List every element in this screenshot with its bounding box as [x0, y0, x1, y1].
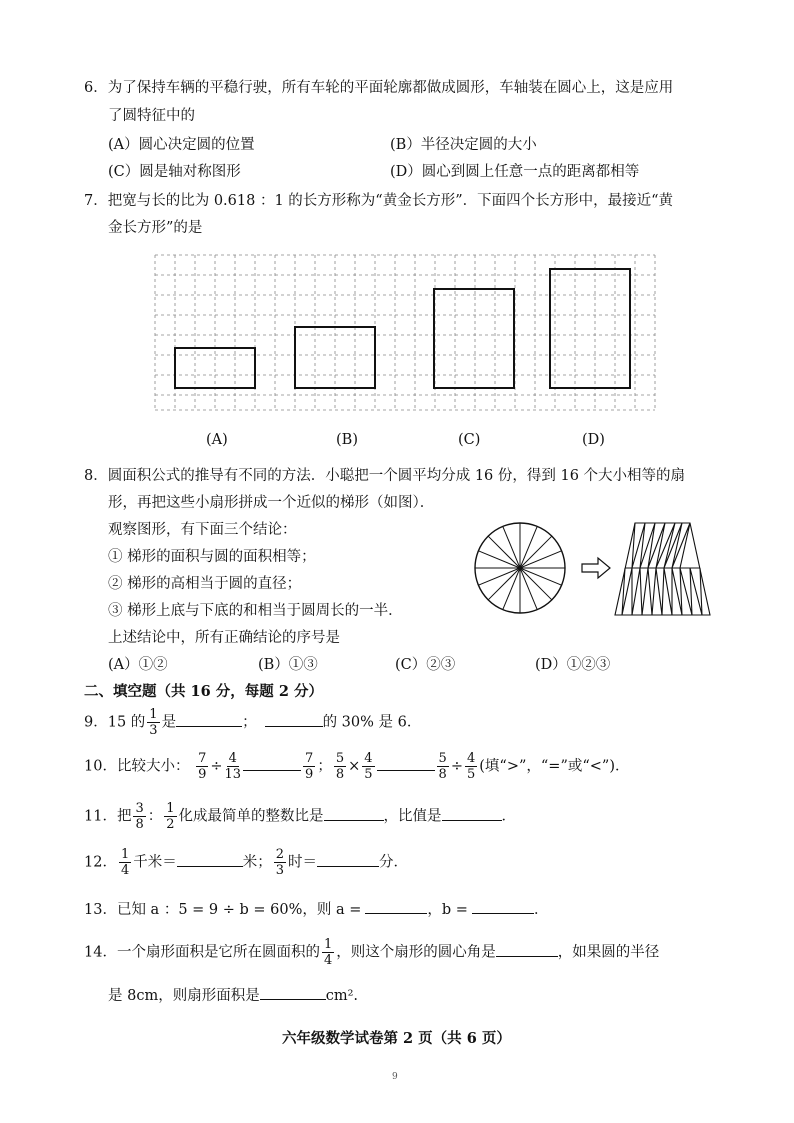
q10-frac-g-num: 4: [466, 751, 476, 766]
q10-frac-g-den: 5: [466, 767, 476, 782]
q10-frac-d-den: 8: [335, 767, 345, 782]
rectangle-grid-figure: [150, 250, 660, 415]
q10-semicolon: ；: [317, 758, 332, 775]
q7-line1: 7．把宽与长的比为 0.618 ：1 的长方形称为“黄金长方形”．下面四个长方形中，最接近“黄: [84, 193, 674, 209]
q10-frac-b: [225, 752, 242, 781]
q9-blank-2[interactable]: [265, 714, 323, 727]
q11-frac-a: [133, 802, 145, 831]
q10-frac-a-num: 7: [198, 751, 207, 766]
q10-mul: ×: [348, 758, 361, 775]
q13: [84, 898, 548, 919]
q9-prefix: 9．15 的: [84, 714, 146, 731]
q10-frac-c-num: 7: [305, 751, 314, 766]
q14-line2-text: 是 8cm，则扇形面积是: [108, 988, 260, 1004]
q10-blank-2[interactable]: [377, 758, 435, 771]
q8-option-b: (B）①③: [258, 657, 318, 673]
q6-line2: 了圆特征中的: [108, 108, 195, 124]
q9-frac-den: 3: [149, 723, 158, 738]
q10-frac-d-num: 5: [335, 751, 345, 766]
q12-text4: 分．: [379, 854, 409, 871]
q6-option-a: (A）圆心决定圆的位置: [108, 137, 255, 153]
q10-frac-e: [362, 752, 374, 781]
q12-frac-a-den: 4: [120, 863, 130, 878]
q11-blank-2[interactable]: [442, 808, 502, 821]
q13-text3: ．: [533, 902, 549, 918]
q14-text1: 14．一个扇形面积是它所在圆面积的: [84, 944, 320, 961]
q14-blank-1[interactable]: [496, 944, 558, 957]
q10-frac-f-den: 8: [438, 767, 447, 782]
q9-fraction: [147, 708, 159, 737]
q10-div2: ÷: [450, 758, 463, 775]
trapezoid-of-sectors: [615, 523, 710, 615]
q6-option-d: (D）圆心到圆上任意一点的距离都相等: [390, 164, 640, 180]
q10-frac-e-num: 4: [364, 751, 373, 766]
section-title: 二、填空题（共 16 分，每题 2 分）: [84, 683, 323, 700]
q8-line4: 上述结论中，所有正确结论的序号是: [108, 630, 340, 646]
rectangle-d: [550, 269, 630, 388]
label-b: (B): [336, 432, 358, 448]
label-c: (C): [458, 432, 481, 448]
page-footer: 六年级数学试卷第 2 页（共 6 页）: [282, 1030, 511, 1047]
q11-text1: 化成最简单的整数比是: [178, 808, 324, 825]
q11-frac-a-den: 8: [135, 817, 144, 832]
label-a: (A): [206, 432, 228, 448]
q11-frac-a-num: 3: [135, 801, 144, 816]
q10: [84, 752, 630, 781]
q10-frac-c: [303, 752, 315, 781]
q11-text2: ，比值是: [383, 808, 442, 825]
q14-fraction: [322, 938, 334, 967]
q11-frac-b-num: 1: [166, 801, 175, 816]
q9-text1: 是: [161, 714, 177, 731]
q11-blank-1[interactable]: [324, 808, 384, 821]
q12-blank-2[interactable]: [317, 854, 379, 867]
q14-text3: ，如果圆的半径: [557, 944, 660, 961]
q9-blank-1[interactable]: [176, 714, 242, 727]
q7-line2: 金长方形”的是: [108, 220, 203, 236]
q10-tail: (填“>”，“=”或“<”)．: [479, 758, 630, 775]
q13-text: 13．已知 a ：5 = 9 ÷ b = 60%，则 a =: [84, 902, 362, 918]
q14-line1: [84, 938, 659, 967]
q9-text3: 的 30% 是 6．: [322, 714, 422, 731]
q6-option-c: (C）圆是轴对称图形: [108, 164, 241, 180]
q11-colon: ：: [147, 808, 163, 825]
q13-blank-a[interactable]: [365, 901, 427, 914]
q12-blank-1[interactable]: [177, 854, 243, 867]
q10-frac-f-num: 5: [438, 751, 447, 766]
q11-prefix: 11．把: [84, 808, 132, 825]
q8-option-d: (D）①②③: [535, 657, 611, 673]
q14-frac-den: 4: [323, 953, 333, 968]
q12-text3: 时＝: [288, 854, 318, 871]
q11-frac-b-den: 2: [166, 817, 175, 832]
q10-frac-e-den: 5: [364, 767, 373, 782]
q9: [84, 708, 421, 737]
q10-frac-c-den: 9: [305, 767, 314, 782]
circle-trapezoid-figure: [470, 515, 720, 625]
q6-line1: 6．为了保持车辆的平稳行驶，所有车轮的平面轮廓都做成圆形，车轴装在圆心上，这是应用: [84, 80, 674, 96]
arrow-icon: [582, 558, 610, 578]
q11-text3: ．: [501, 808, 517, 825]
q13-text2: ，b =: [427, 902, 468, 918]
q14-text2: ，则这个扇形的圆心角是: [336, 944, 496, 961]
q14-unit: cm².: [325, 988, 359, 1004]
divided-circle: [475, 523, 565, 613]
q10-div: ÷: [210, 758, 223, 775]
q9-frac-num: 1: [149, 707, 158, 722]
q11-frac-b: [164, 802, 176, 831]
q10-frac-d: [334, 752, 346, 781]
q12-text1: 千米＝: [133, 854, 177, 871]
q8-line3: 观察图形，有下面三个结论：: [108, 522, 297, 538]
label-d: (D): [582, 432, 605, 448]
q12: [84, 848, 408, 877]
q10-frac-b-num: 4: [228, 751, 237, 766]
q9-text2: ；: [242, 714, 257, 731]
q8-conclusion-1: ① 梯形的面积与圆的面积相等；: [108, 549, 316, 565]
q14-frac-num: 1: [323, 937, 333, 952]
q12-frac-a: [119, 848, 131, 877]
q14-line2: [108, 984, 358, 1005]
q12-frac-a-num: 1: [120, 847, 130, 862]
q6-option-b: (B）半径决定圆的大小: [390, 137, 537, 153]
q8-line2: 形，再把这些小扇形拼成一个近似的梯形（如图）．: [108, 495, 435, 511]
q12-frac-b: [274, 848, 286, 877]
q10-frac-f: [437, 752, 449, 781]
q8-option-a: (A）①②: [108, 657, 168, 673]
q8-conclusion-2: ② 梯形的高相当于圆的直径；: [108, 576, 302, 592]
q14-blank-2[interactable]: [260, 987, 326, 1000]
q10-blank-1[interactable]: [243, 758, 301, 771]
q13-blank-b[interactable]: [472, 901, 534, 914]
q10-frac-b-den: 13: [224, 767, 242, 782]
dashed-grid: [155, 255, 655, 410]
q12-frac-b-num: 2: [275, 847, 285, 862]
q8-line1: 8．圆面积公式的推导有不同的方法．小聪把一个圆平均分成 16 份，得到 16 个大小相等的扇: [84, 468, 686, 484]
q10-frac-a: [196, 752, 208, 781]
q10-frac-a-den: 9: [198, 767, 207, 782]
q12-text2: 米；: [242, 854, 272, 871]
q8-conclusion-3: ③ 梯形上底与下底的和相当于圆周长的一半．: [108, 603, 403, 619]
q10-prefix: 10．比较大小：: [84, 758, 190, 775]
q12-frac-b-den: 3: [275, 863, 285, 878]
q11: [84, 802, 516, 831]
rectangle-c: [434, 289, 514, 388]
q8-option-c: (C）②③: [395, 657, 456, 673]
q10-frac-g: [465, 752, 477, 781]
page-mark: 9: [392, 1072, 398, 1082]
q12-prefix: 12．: [84, 854, 117, 871]
